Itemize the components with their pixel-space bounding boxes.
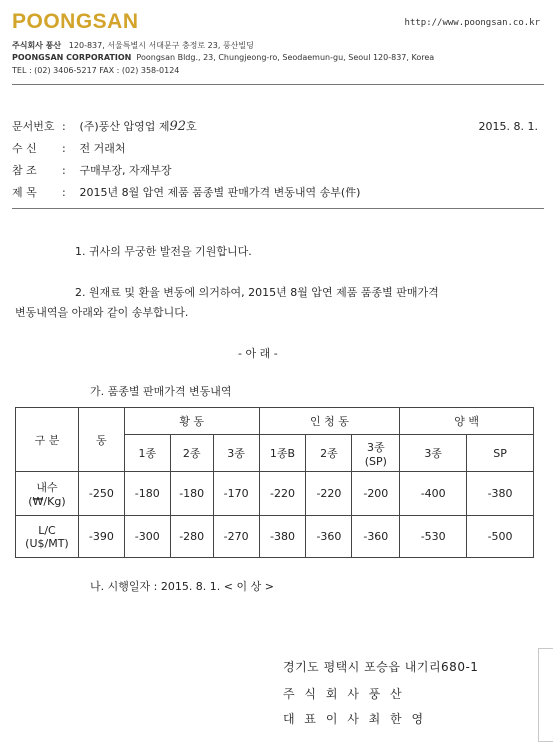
table-cell: -180 <box>170 472 213 516</box>
table-row <box>16 472 534 516</box>
company-logo: POONGSAN <box>12 10 139 33</box>
table-cell: -220 <box>259 472 306 516</box>
section-a-heading: 가. 품종별 판매가격 변동내역 <box>90 385 232 398</box>
footer-company: 주 식 회 사 풍 산 <box>283 687 405 701</box>
table-cell: -360 <box>306 516 352 558</box>
subject-label: 제 목 <box>12 186 37 199</box>
subheader-brass-1: 1종 <box>124 435 170 472</box>
address-korean <box>12 40 254 51</box>
table-cell: -280 <box>170 516 213 558</box>
table-cell: -270 <box>213 516 259 558</box>
reference-row: 참 조 : 구매부장, 자재부장 <box>12 164 172 177</box>
table-cell: -400 <box>400 472 467 516</box>
row-label-lc <box>16 516 79 558</box>
subheader-bronze-2: 2종 <box>306 435 352 472</box>
subheader-bronze-sp: (SP) <box>364 454 387 468</box>
table-cell: -170 <box>213 472 259 516</box>
row-label-lc-line1: L/C <box>38 523 56 537</box>
subheader-bronze-3: 3종 <box>367 440 385 454</box>
header-group-brass: 황 동 <box>124 408 259 435</box>
paragraph-1: 1. 귀사의 무궁한 발전을 기원합니다. <box>75 245 252 258</box>
table-row <box>16 516 534 558</box>
row-label-domestic-line2: (₩/Kg) <box>28 495 66 508</box>
table-cell: -200 <box>352 472 400 516</box>
subheader-nickel-3: 3종 <box>400 435 467 472</box>
subheader-bronze-1b: 1종B <box>259 435 306 472</box>
table-cell: -180 <box>124 472 170 516</box>
subheader-brass-2: 2종 <box>170 435 213 472</box>
doc-number-row: 문서번호 : (주)풍산 압영업 제92호 <box>12 119 197 134</box>
recipient-row: 수 신 : 전 거래처 <box>12 142 126 155</box>
below-heading: - 아 래 - <box>238 347 278 360</box>
row-label-lc-line2: (U$/MT) <box>25 536 69 550</box>
header-dong: 동 <box>78 408 124 472</box>
doc-date: 2015. 8. 1. <box>478 120 538 133</box>
paragraph-2-line-1: 2. 원재료 및 환율 변동에 의거하여, 2015년 8월 압연 제품 품종별 판매가격 <box>75 286 439 299</box>
doc-number-suffix: 호 <box>186 120 197 133</box>
table-cell: -390 <box>78 516 124 558</box>
address-english-text: Poongsan Bldg., 23, Chungjeong-ro, Seodaemun-gu, Seoul 120-837, Korea <box>136 53 435 62</box>
doc-number-label: 문서번호 <box>12 120 55 133</box>
doc-number-handwritten: 92 <box>169 119 187 134</box>
section-b-effective-date: 나. 시행일자 : 2015. 8. 1. < 이 상 > <box>90 580 274 593</box>
table-header-row-1 <box>16 408 534 435</box>
table-cell: -380 <box>259 516 306 558</box>
website-url[interactable]: http://www.poongsan.co.kr <box>404 18 540 28</box>
address-english <box>12 53 434 62</box>
table-cell: -300 <box>124 516 170 558</box>
table-cell: -530 <box>400 516 467 558</box>
table-cell: -380 <box>467 472 534 516</box>
address-korean-text: 120-837, 서울특별시 서대문구 충정로 23, 풍산빌딩 <box>68 41 254 50</box>
header-group-nickel-silver: 양 백 <box>400 408 534 435</box>
header-group-phosphor-bronze: 인 청 동 <box>259 408 400 435</box>
row-label-domestic-line1: 내수 <box>36 481 58 494</box>
paragraph-2-line-2: 변동내역을 아래와 같이 송부합니다. <box>15 306 189 319</box>
doc-number-prefix: (주)풍산 압영업 제 <box>79 120 170 133</box>
subject-value: 2015년 8월 압연 제품 품종별 판매가격 변동내역 송부(件) <box>79 186 361 199</box>
header-gubun: 구 분 <box>16 408 79 472</box>
seal-stamp-edge <box>538 648 553 742</box>
tel-fax: TEL : (02) 3406-5217 FAX : (02) 358-0124 <box>12 66 180 75</box>
row-label-domestic <box>16 472 79 516</box>
company-name-english: POONGSAN CORPORATION <box>12 53 132 62</box>
reference-value: 구매부장, 자재부장 <box>79 164 172 177</box>
header-divider <box>12 84 544 85</box>
subheader-brass-3: 3종 <box>213 435 259 472</box>
table-cell: -220 <box>306 472 352 516</box>
table-cell: -500 <box>467 516 534 558</box>
reference-label: 참 조 <box>12 164 37 177</box>
footer-ceo: 대 표 이 사 최 한 영 <box>283 712 427 726</box>
recipient-label: 수 신 <box>12 142 37 155</box>
recipient-value: 전 거래처 <box>79 142 126 155</box>
subject-row: 제 목 : 2015년 8월 압연 제품 품종별 판매가격 변동내역 송부(件) <box>12 186 361 199</box>
table-cell: -360 <box>352 516 400 558</box>
company-name-korean: 주식회사 풍산 <box>12 41 62 50</box>
subheader-nickel-sp: SP <box>467 435 534 472</box>
subheader-bronze-3sp <box>352 435 400 472</box>
table-cell: -250 <box>78 472 124 516</box>
subject-divider <box>12 208 544 209</box>
footer-address: 경기도 평택시 포승읍 내기리680-1 <box>283 660 479 674</box>
price-change-table <box>15 407 534 558</box>
